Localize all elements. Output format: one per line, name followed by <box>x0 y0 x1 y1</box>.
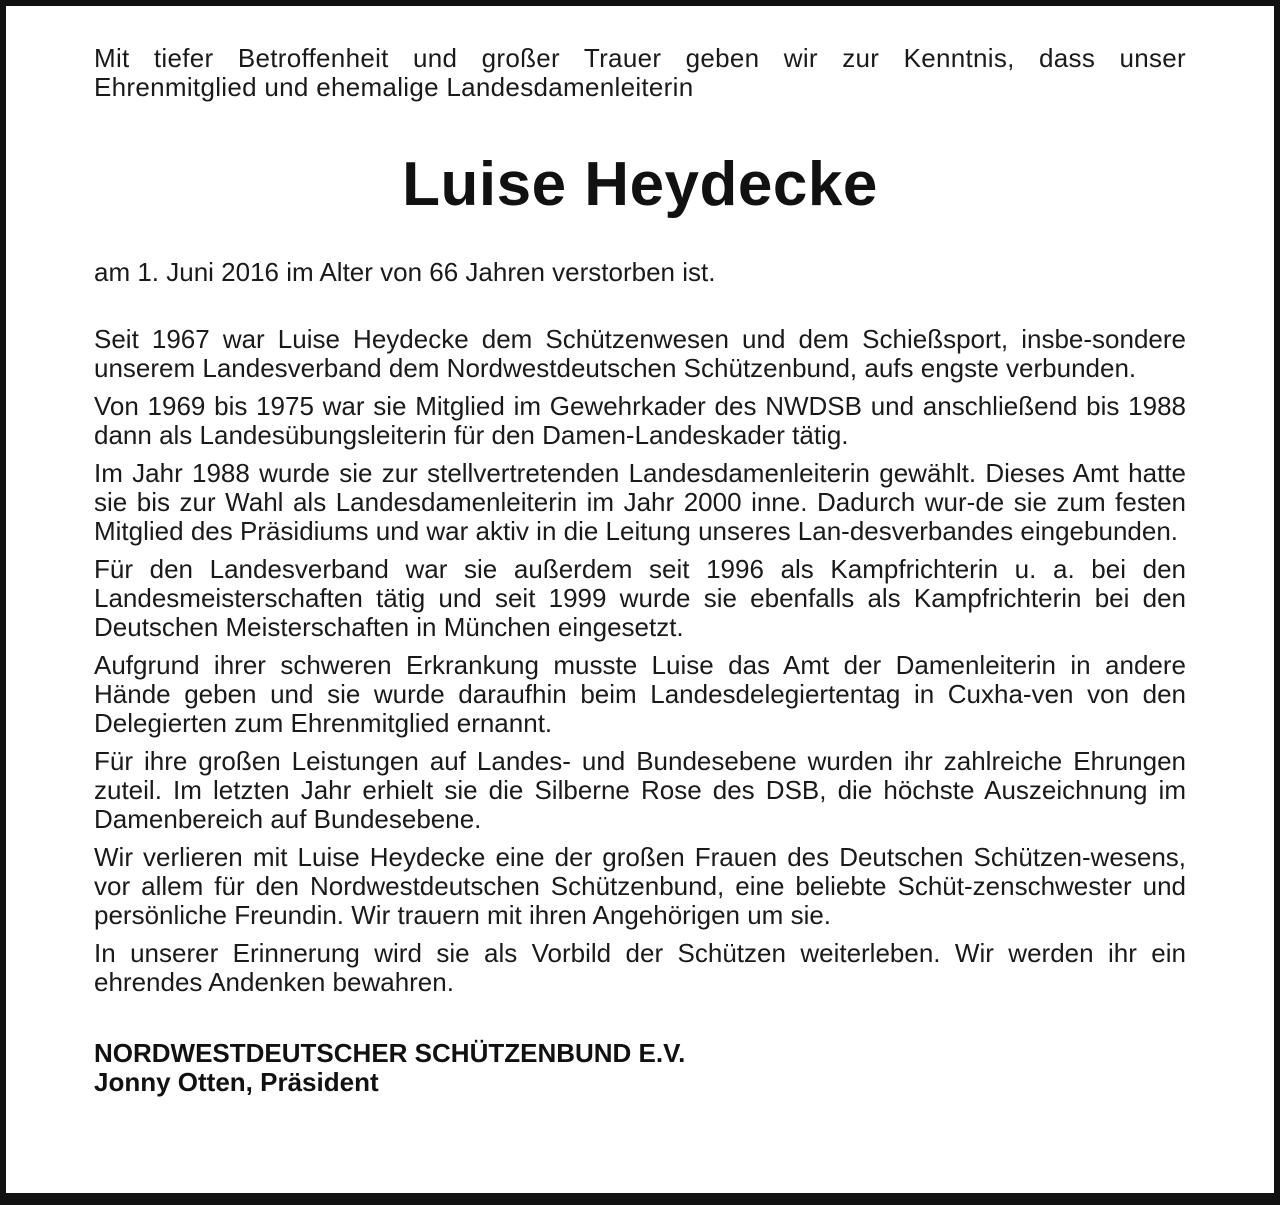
tribute-paragraph: Von 1969 bis 1975 war sie Mitglied im Gewehrkader des NWDSB und anschließend bis 1988 dann als Landesübungsleiterin für den Damen-Landeskader tätig. <box>94 391 1186 450</box>
organization-name: NORDWESTDEUTSCHER SCHÜTZENBUND E.V. <box>94 1038 686 1068</box>
intro-line-2: Ehrenmitglied und ehemalige Landesdamenleiterin <box>94 72 694 102</box>
tribute-paragraph: Seit 1967 war Luise Heydecke dem Schützenwesen und dem Schießsport, insbe-sondere unserem Landesverband dem Nordwestdeutschen Schützenbund, aufs engste verbunden. <box>94 324 1186 383</box>
tribute-paragraph: In unserer Erinnerung wird sie als Vorbild der Schützen weiterleben. Wir werden ihr ein ehrendes Andenken bewahren. <box>94 938 1186 997</box>
tribute-paragraph: Aufgrund ihrer schweren Erkrankung musste Luise das Amt der Damenleiterin in andere Hände geben und sie wurde daraufhin beim Landesdelegiertentag in Cuxha-ven von den Delegierten zum Ehrenmitglied ernannt. <box>94 650 1186 738</box>
deceased-name: Luise Heydecke <box>402 150 878 219</box>
intro-text <box>94 44 1186 102</box>
tribute-paragraphs <box>94 325 1186 997</box>
obituary-notice <box>94 44 1186 1097</box>
tribute-paragraph: Im Jahr 1988 wurde sie zur stellvertretenden Landesdamenleiterin gewählt. Dieses Amt hatte sie bis zur Wahl als Landesdamenleiterin im Jahr 2000 inne. Dadurch wur-de sie zum festen Mitglied des Präsidiums und war aktiv in die Leitung unseres Lan-desverbandes eingebunden. <box>94 458 1186 546</box>
death-date-line: am 1. Juni 2016 im Alter von 66 Jahren verstorben ist. <box>94 257 716 287</box>
tribute-paragraph: Für ihre großen Leistungen auf Landes- und Bundesebene wurden ihr zahlreiche Ehrungen zuteil. Im letzten Jahr erhielt sie die Silberne Rose des DSB, die höchste Auszeichnung im Damenbereich auf Bundesebene. <box>94 746 1186 834</box>
signature-block <box>94 1039 1186 1097</box>
intro-line-1: Mit tiefer Betroffenheit und großer Trauer geben wir zur Kenntnis, dass unser <box>94 43 1186 73</box>
signatory-name: Jonny Otten, Präsident <box>94 1067 379 1097</box>
tribute-paragraph: Für den Landesverband war sie außerdem seit 1996 als Kampfrichterin u. a. bei den Landesmeisterschaften tätig und seit 1999 wurde sie ebenfalls als Kampfrichterin bei den Deutschen Meisterschaften in München eingesetzt. <box>94 554 1186 642</box>
tribute-paragraph: Wir verlieren mit Luise Heydecke eine der großen Frauen des Deutschen Schützen-wesens, vor allem für den Nordwestdeutschen Schützenbund, eine beliebte Schüt-zenschwester und persönliche Freundin. Wir trauern mit ihren Angehörigen um sie. <box>94 842 1186 930</box>
